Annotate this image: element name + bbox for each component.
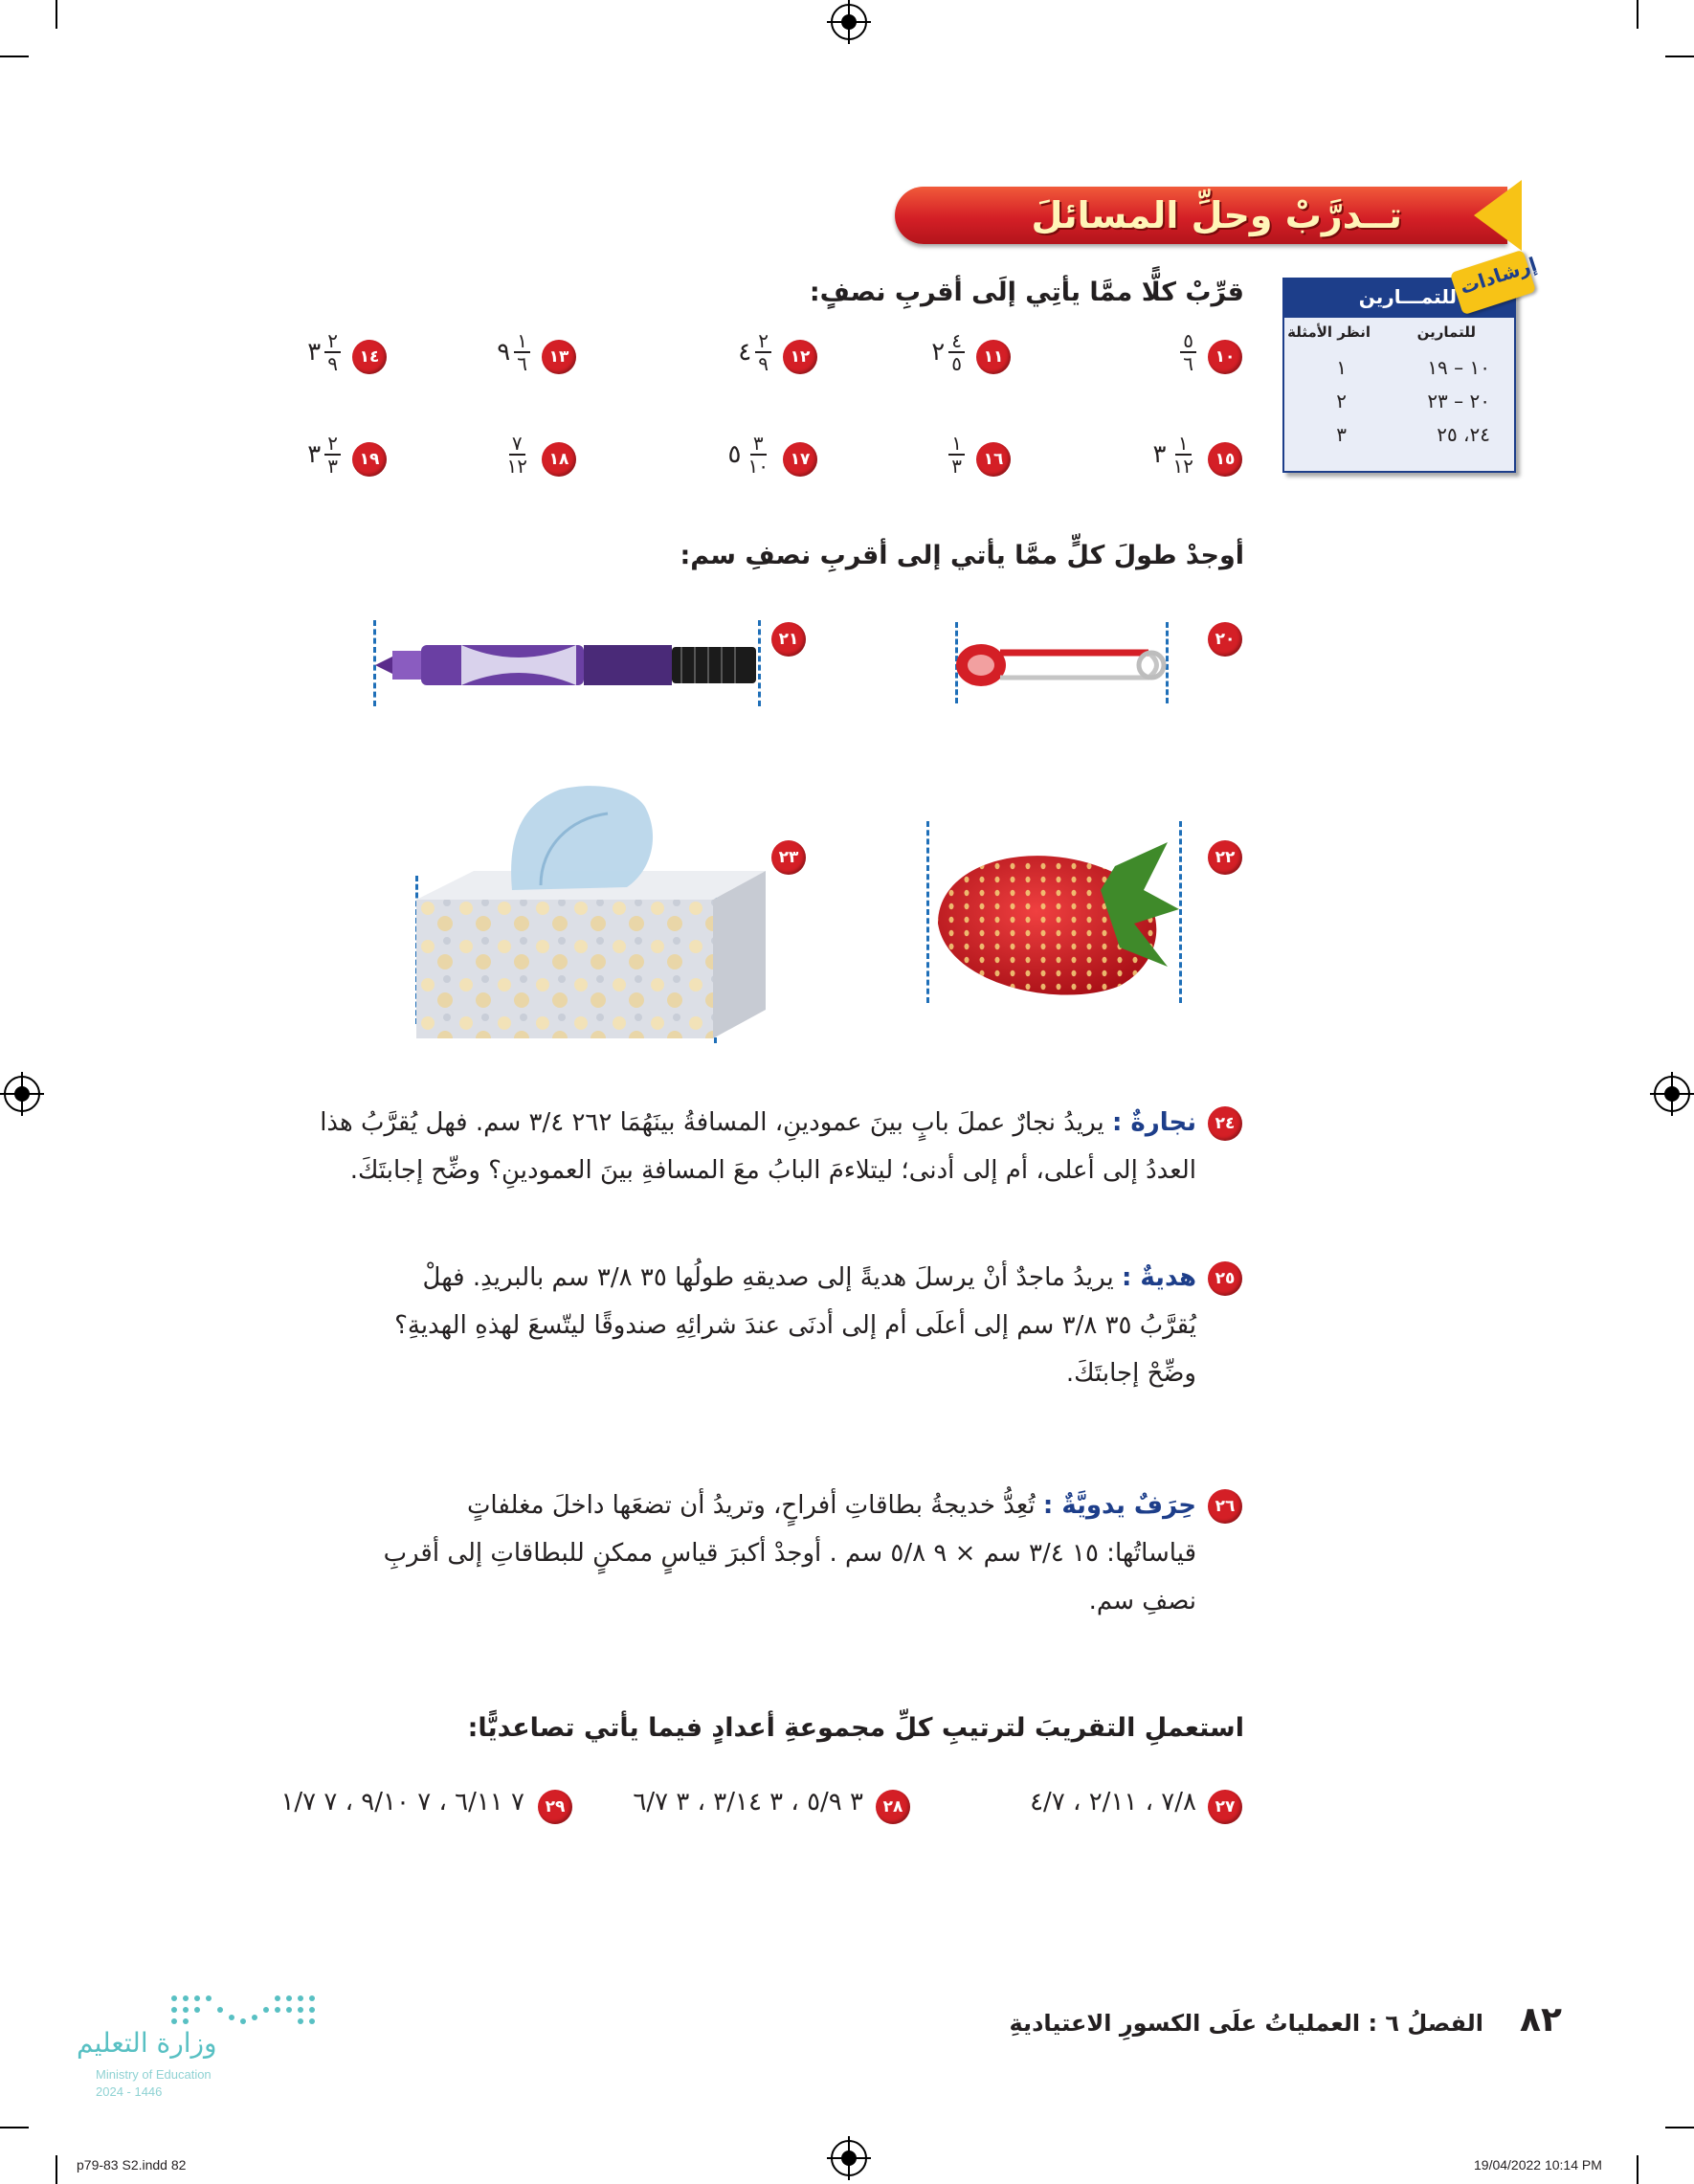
item-number-badge: ١٧ <box>783 442 817 477</box>
denominator: ١٢ <box>1172 455 1193 478</box>
denominator: ٥ <box>951 352 962 375</box>
crop-mark <box>0 2127 29 2128</box>
hint-row-example: ٣ <box>1336 423 1347 446</box>
measure-guide <box>758 620 761 706</box>
fraction <box>324 330 341 374</box>
registration-mark-icon <box>831 4 867 40</box>
item-number-badge: ١٥ <box>1208 442 1242 477</box>
item-number-badge: ١٤ <box>352 340 387 374</box>
banner-title: تــدرَّبْ وحلِّ المسائلَ <box>1031 194 1402 236</box>
numerator: ٢ <box>324 433 341 456</box>
item-number-badge: ١١ <box>976 340 1011 374</box>
fraction <box>504 433 530 477</box>
mixed-number <box>738 330 771 374</box>
problem-keyword: هديةٌ : <box>1121 1263 1196 1292</box>
item-number-badge: ٢٤ <box>1208 1106 1242 1141</box>
item-number-badge: ١٦ <box>976 442 1011 477</box>
hint-tag <box>1450 250 1540 315</box>
whole-part: ٥ <box>727 440 742 469</box>
item-number-badge: ٢٧ <box>1208 1790 1242 1824</box>
whole-part: ٩ <box>497 338 511 367</box>
crop-mark <box>1665 2127 1694 2128</box>
numerator: ٥ <box>1180 330 1196 353</box>
section1-instruction: قرِّبْ كلًّا ممَّا يأتِي إلَى أقربِ نصفٍ: <box>809 278 1244 307</box>
problem-keyword: نجارةٌ : <box>1111 1108 1196 1137</box>
fraction <box>1170 433 1196 477</box>
problem-text: يُقرَّبُ ٣٥ ٣/٨ سم إلى أعلَى أم إلى أدنَى عندَ شرائِهِ صندوقًا ليتّسعَ لهذهِ الهديةِ؟ <box>394 1311 1196 1340</box>
problem-text: تُعِدُّ خديجةُ بطاقاتِ أفراحٍ، وتريدُ أن تضعَها داخلَ مغلفاتٍ <box>466 1491 1036 1520</box>
fraction <box>948 433 965 477</box>
chapter-title: الفصلُ ٦ : العملياتُ علَى الكسورِ الاعتياديةِ <box>1009 2010 1483 2037</box>
whole-part: ٣ <box>307 440 322 469</box>
hint-row-exercises: ٢٤، ٢٥ <box>1437 423 1490 446</box>
problem-text: نصفِ سم. <box>1088 1587 1196 1616</box>
crop-mark <box>0 56 29 57</box>
hint-row-exercises: ٢٠ – ٢٣ <box>1427 390 1490 412</box>
item-number-badge: ٢٢ <box>1208 840 1242 875</box>
problem-text: قياساتُها: ١٥ ٣/٤ سم × ٩ ٥/٨ سم . أوجدْ أكبرَ قياسٍ ممكنٍ للبطاقاتِ إلى أقربِ <box>383 1539 1196 1568</box>
whole-part: ٣ <box>307 338 322 367</box>
date-slug: 19/04/2022 10:14 PM <box>1474 2157 1602 2173</box>
whole-part: ٤ <box>738 338 752 367</box>
numerator: ٤ <box>948 330 965 353</box>
item-number-badge: ٢٦ <box>1208 1489 1242 1524</box>
item-number-badge: ٢٨ <box>876 1790 910 1824</box>
problem-24 <box>220 1099 1196 1194</box>
crop-mark <box>1665 56 1694 57</box>
mixed-number <box>931 330 965 374</box>
item-number-badge: ١٣ <box>542 340 576 374</box>
hint-row-exercises: ١٠ – ١٩ <box>1427 356 1490 379</box>
numerator: ٣ <box>750 433 767 456</box>
problem-26 <box>220 1482 1196 1625</box>
strawberry-image <box>928 833 1182 1000</box>
hint-col-exercises: للتمارين <box>1416 323 1476 341</box>
fraction <box>514 330 530 374</box>
mixed-number <box>1153 433 1196 477</box>
fraction <box>324 433 341 477</box>
item-number-badge: ١٢ <box>783 340 817 374</box>
fraction <box>948 330 965 374</box>
problem-25 <box>220 1254 1196 1397</box>
denominator: ٩ <box>327 352 338 375</box>
item-number-badge: ١٠ <box>1208 340 1242 374</box>
problem-text: وضِّحْ إجابتَكَ. <box>1065 1359 1196 1388</box>
denominator: ٦ <box>517 352 527 375</box>
file-slug: p79-83 S2.indd 82 <box>77 2157 187 2173</box>
hint-row-example: ١ <box>1336 356 1347 379</box>
mixed-number <box>497 330 530 374</box>
marker-image <box>375 632 758 699</box>
mixed-number <box>307 433 341 477</box>
numerator: ١ <box>514 330 530 353</box>
item-number-badge: ٢٣ <box>771 840 806 875</box>
ministry-name-en: Ministry of Education <box>96 2067 212 2082</box>
problem-text: العددُ إلى أعلى، أم إلى أدنى؛ ليتلاءمَ البابُ معَ المسافةِ بينَ العمودينِ؟ وضِّح إجابتَكَ. <box>349 1156 1196 1185</box>
problem-text: يريدُ ماجدٌ أنْ يرسلَ هديةً إلى صديقهِ طولُها ٣٥ ٣/٨ سم بالبريدِ. فهلْ <box>422 1263 1114 1292</box>
numerator: ٢ <box>755 330 771 353</box>
registration-mark-icon <box>4 1076 40 1112</box>
item-number-badge: ٢٩ <box>538 1790 572 1824</box>
registration-mark-icon <box>1654 1076 1690 1112</box>
fraction <box>746 433 771 477</box>
denominator: ١٠ <box>747 455 769 478</box>
section2-instruction: أوجدْ طولَ كلٍّ ممَّا يأتي إلى أقربِ نصفِ سم: <box>680 541 1244 570</box>
crop-mark <box>1637 2155 1638 2184</box>
order-set: ٧/٨ ، ٢/١١ ، ٤/٧ <box>1030 1788 1196 1816</box>
denominator: ٩ <box>758 352 769 375</box>
crop-mark <box>56 2155 57 2184</box>
hint-header-label: للتمـــارين <box>1358 285 1457 308</box>
whole-part: ٣ <box>1152 440 1167 469</box>
denominator: ٦ <box>1183 352 1193 375</box>
item-number-badge: ١٨ <box>542 442 576 477</box>
numerator: ١ <box>1175 433 1192 456</box>
item-number-badge: ١٩ <box>352 442 387 477</box>
numerator: ٧ <box>509 433 525 456</box>
numerator: ٢ <box>324 330 341 353</box>
item-number-badge: ٢٥ <box>1208 1261 1242 1296</box>
whole-part: ٢ <box>931 338 946 367</box>
item-number-badge: ٢٠ <box>1208 622 1242 657</box>
numerator: ١ <box>948 433 965 456</box>
order-set: ٧ ٦/١١ ، ٧ ٩/١٠ ، ٧ ١/٧ <box>280 1788 524 1816</box>
mixed-number <box>945 433 965 477</box>
item-number-badge: ٢١ <box>771 622 806 657</box>
crop-mark <box>1637 0 1638 29</box>
order-set: ٣ ٥/٩ ، ٣ ٣/١٤ ، ٣ ٦/٧ <box>633 1788 863 1816</box>
denominator: ١٢ <box>506 455 527 478</box>
section-banner <box>895 187 1507 244</box>
hint-col-examples: انظر الأمثلة <box>1287 323 1371 341</box>
ministry-name-ar: وزارة التعليم <box>77 2027 217 2059</box>
registration-mark-icon <box>831 2140 867 2176</box>
page-number: ٨٢ <box>1520 2000 1562 2039</box>
denominator: ٣ <box>951 455 962 478</box>
mixed-number <box>728 433 771 477</box>
hint-tag-label: إرشادات <box>1457 252 1540 300</box>
hint-row-example: ٢ <box>1336 390 1347 412</box>
mixed-number <box>1176 330 1196 374</box>
banner-arrow-icon <box>1474 180 1522 251</box>
ministry-year: 2024 - 1446 <box>96 2084 163 2099</box>
problem-text: يريدُ نجارٌ عملَ بابٍ بينَ عمودينِ، المسافةُ بينَهُمَا ٢٦٢ ٣/٤ سم. فهل يُقرَّبُ هذا <box>320 1108 1104 1137</box>
safety-pin-image <box>952 632 1168 699</box>
mixed-number <box>307 330 341 374</box>
problem-keyword: حِرَفٌ يدويَّةٌ : <box>1042 1491 1196 1520</box>
mixed-number <box>501 433 530 477</box>
fraction <box>755 330 771 374</box>
fraction <box>1180 330 1196 374</box>
tissue-box-image <box>416 780 770 1043</box>
crop-mark <box>56 0 57 29</box>
section3-instruction: استعملِ التقريبَ لترتيبِ كلِّ مجموعةِ أعدادٍ فيما يأتي تصاعديًّا: <box>467 1713 1244 1743</box>
denominator: ٣ <box>327 455 338 478</box>
